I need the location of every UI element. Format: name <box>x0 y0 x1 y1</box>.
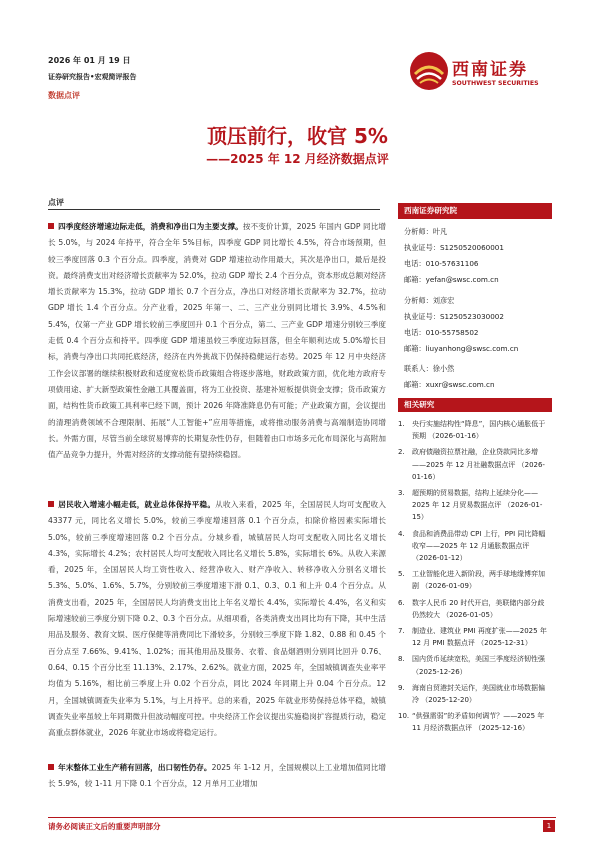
report-title: 顶压前行，收官 5% <box>207 124 388 148</box>
related-item[interactable] <box>398 528 548 565</box>
page-number: 1 <box>543 820 555 832</box>
analyst-email[interactable]: 邮箱：yefan@swsc.com.cn <box>404 275 499 284</box>
bullet-icon <box>48 764 54 770</box>
related-item-number: 1. <box>398 420 405 428</box>
related-item-title[interactable]: 国内货币延续宽松，美国三季度经济韧性强 （2025-12-26） <box>412 655 545 676</box>
section-divider <box>48 209 380 210</box>
related-item-title[interactable]: 超预期的贸易数据，结构上延续分化——2025 年 12 月贸易数据点评 （2026-01-15） <box>412 489 543 522</box>
paragraph-text: 2025 年 1-12 月，全国规模以上工业增加值同比增长 5.9%，较 1-11 月下降 0.1 个百分点，12 月单月工业增加 <box>48 763 386 789</box>
related-item-title[interactable]: 制造业、建筑业 PMI 再度扩张——2025 年 12 月 PMI 数据点评 （2025-12-31） <box>412 627 547 648</box>
company-name-cn: 西南证券 <box>452 60 528 80</box>
analyst-cert: 执业证号：S1250523030002 <box>404 312 504 321</box>
related-item-title[interactable]: 央行实施结构性“降息”，国内核心通胀低于预期 （2026-01-16） <box>412 420 546 441</box>
analyst-name: 分析师：叶凡 <box>404 227 448 236</box>
related-item-title[interactable]: 数字人民币 20 时代开启，美联储内部分歧仍然较大 （2026-01-05） <box>412 598 545 619</box>
related-item[interactable] <box>398 487 548 524</box>
company-name-en: SOUTHWEST SECURITIES <box>452 80 539 87</box>
company-logo-icon <box>408 50 450 92</box>
analyst-cert: 执业证号：S1250520060001 <box>404 243 504 252</box>
related-item-number: 5. <box>398 570 405 579</box>
bullet-icon <box>48 223 54 229</box>
bullet-icon <box>48 501 54 507</box>
footer-divider <box>48 817 556 818</box>
analyst-phone: 电话：010-57631106 <box>404 259 479 268</box>
paragraph-3 <box>48 760 386 793</box>
related-item[interactable] <box>398 597 548 621</box>
research-institute-header: 西南证券研究院 <box>398 203 552 219</box>
paragraph-text: 从收入来看，2025 年，全国居民人均可支配收入 43377 元，同比名义增长 5.0%，较前三季度增速回落 0.1 个百分点，扣除价格因素实际增长 5.0%，较前三季度增速回落 0.2 个百分点。分城乡看，城镇居民人均可支配收入同比名义增长 4.3%，实际增长 4.2%；农村居民人均可支配收入同比名义增长 5.8%，实际增长 6%。从收入来源看，2025 年，全国居民人均工资性收入、经营净收入、财产净收入、转移净收入分别名义增长 5.3%、5.0%、1.6%、5.7%，分别较前三季度增速下滑 0.1、0.3、0.1 和上升 0.4 个百分点。从消费支出看，2025 年，全国居民人均消费支出比上年名义增长 4.4%，实际增长 4.4%，名义和实际增速较前三季度分别下降 0.2、0.3 个百分点。从细项看，各类消费支出同比均有下降，其中生活用品及服务、教育文娱、医疗保健等消费同比下滑较多，分别较三季度下降 1.82、0.88 和 0.45 个百分点至 7.66%、9.41%、1.02%；而其他用品及服务、衣着、食品烟酒则分别同比回升 0.76、0.64、0.15 个百分比至 11.13%、2.17%、2.62%。就业方面，2025 年，全国城镇调查失业率平均值为 5.16%，相比前三季度上升 0.02 个百分点，同比 2024 年同期上升 0.04 个百分点。12 月，全国城镇调查失业率为 5.1%，与上月持平。总的来看，2025 年就业形势保持总体平稳，城镇调查失业率虽较上年同期微升但波动幅度可控。中央经济工作会议提出实施稳岗扩容提质行动，稳定高重点群体就业，2026 年就业市场或将稳定运行。 <box>48 500 386 738</box>
contact-email[interactable]: 邮箱：xuxr@swsc.com.cn <box>404 380 495 389</box>
related-item[interactable] <box>398 418 548 442</box>
report-date: 2026 年 01 月 19 日 <box>48 56 131 65</box>
paragraph-lead: 年末整体工业生产稍有回落，出口韧性仍存。 <box>58 763 212 772</box>
related-research-list <box>398 418 548 739</box>
contact-name: 联系人：徐小然 <box>404 364 455 373</box>
related-item[interactable] <box>398 625 548 649</box>
paragraph-text: 按不变价计算，2025 年国内 GDP 同比增长 5.0%，与 2024 年持平，符合全年 5%目标，四季度 GDP 同比增长 4.5%，符合市场预期，但较三季度回落 0.3 个百分点。四季度，消费对 GDP 增速拉动作用最大，其次是净出口，最后是投资。最终消费支出对经济增长贡献率为 52.0%，拉动 GDP 增长 2.4 个百分点，资本形成总额对经济增长贡献率为 15.3%，拉动 GDP 增长 0.7 个百分点，净出口对经济增长贡献率为 32.7%，拉动 GDP 增长 1.4 个百分点。分产业看，2025 年第一、二、三产业分别同比增长 3.9%、4.5%和 5.4%，仅第一产业 GDP 增长较前三季度回升 0.1 个百分点，第二、三产业 GDP 增速分别较三季度走低 0.4 个百分点和持平。四季度 GDP 增速虽较三季度边际回落，但全年顺利达成 5.0%增长目标，消费与净出口共同托底经济，经济在内外挑战下仍保持稳健运行态势。2025 年 12 月中央经济工作会议部署的继续积极财政和适度宽松货币政策组合将逐步落地，财政政策方面，优化地方政府专项债用途、扩大新型政策性金融工具覆盖面，将为工业投资、基建补短板提供资金支撑；货币政策方面，结构性货币政策工具利率已经下调，预计 2026 年降准降息仍有可能；产业政策方面，会议提出的清理消费领域不合理限制、拓展“人工智能+”应用等措施，或将推动服务消费与高端制造协同增长。外需方面，尽管当前全球贸易博弈的长期复杂性仍存，但随着由口市场多元化布局深化与高附加值产品竞争力提升，外需对经济的支撑动能有望持续稳固。 <box>48 222 386 460</box>
related-item-number: 4. <box>398 529 405 538</box>
section-label: 点评 <box>48 198 64 207</box>
analyst-name: 分析师：刘彦宏 <box>404 296 455 305</box>
related-item-title[interactable]: “供强需弱”的矛盾如何调节？——2025 年 11 月经济数据点评 （2025-12-16） <box>412 712 545 733</box>
paragraph-lead: 四季度经济增速边际走低，消费和净出口为主要支撑。 <box>58 222 243 231</box>
related-item[interactable] <box>398 682 548 706</box>
analyst-email[interactable]: 邮箱：liuyanhong@swsc.com.cn <box>404 344 519 353</box>
related-item-title[interactable]: 海南自贸港封关运作，美国就业市场数据偏冷 （2025-12-20） <box>412 683 545 705</box>
related-item-number: 3. <box>398 489 405 498</box>
footer-disclaimer: 请务必阅读正文后的重要声明部分 <box>48 822 161 831</box>
related-item-title[interactable]: 食品和消费品带动 CPI 上行，PPI 同比降幅收窄——2025 年 12 月通胀数据点评 （2026-01-12） <box>412 529 546 563</box>
report-column: 数据点评 <box>48 91 80 100</box>
related-item-number: 6. <box>398 598 405 607</box>
related-item[interactable] <box>398 653 548 677</box>
related-item-number: 7. <box>398 627 405 636</box>
related-item-title[interactable]: 工业智能化进入新阶段，两手球地缘博弈加剧 （2026-01-09） <box>412 570 545 591</box>
paragraph-1 <box>48 219 386 463</box>
related-item[interactable] <box>398 568 548 592</box>
related-item-number: 2. <box>398 448 405 457</box>
related-item-number: 10. <box>398 712 410 721</box>
paragraph-lead: 居民收入增速小幅走低，就业总体保持平稳。 <box>58 500 216 509</box>
related-item-title[interactable]: 政府债融资拉票社融，企业贷款同比多增——2025 年 12 月社融数据点评 （2026-01-16） <box>412 448 545 481</box>
related-item-number: 9. <box>398 683 405 692</box>
analyst-phone: 电话：010-55758502 <box>404 328 479 337</box>
related-research-header: 相关研究 <box>398 398 552 412</box>
related-item[interactable] <box>398 446 548 483</box>
report-type: 证券研究报告•宏观简评报告 <box>48 73 137 81</box>
related-item-number: 8. <box>398 655 405 664</box>
related-item[interactable] <box>398 710 548 734</box>
paragraph-2 <box>48 497 386 741</box>
report-subtitle: ——2025 年 12 月经济数据点评 <box>206 152 389 166</box>
